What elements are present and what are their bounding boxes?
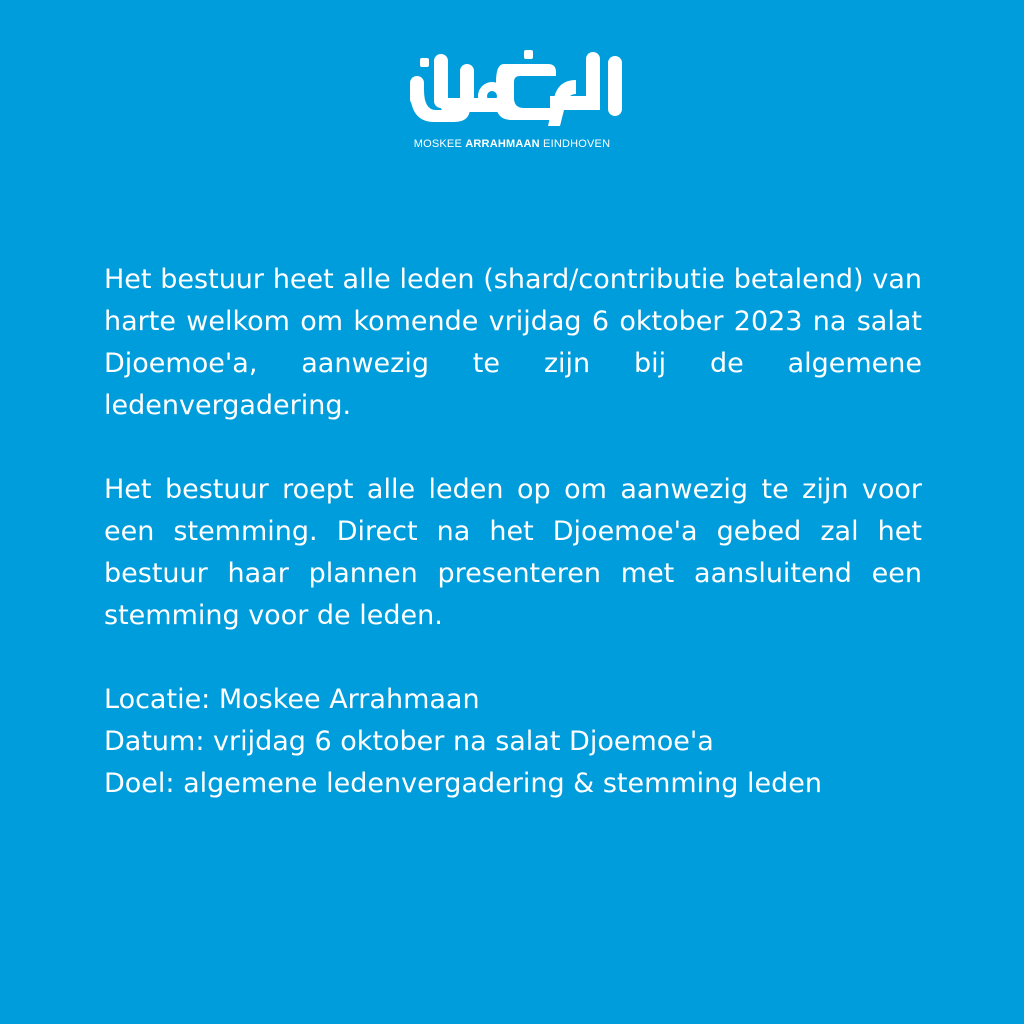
- event-details: [104, 679, 922, 805]
- detail-locatie: Locatie: Moskee Arrahmaan: [104, 684, 480, 715]
- paragraph-welcome: Het bestuur heet alle leden (shard/contributie betalend) van harte welkom om komende vrijdag 6 oktober 2023 na salat Djoemoe'a, aanwezig te zijn bij de algemene ledenvergadering.: [104, 264, 922, 421]
- logo-caption: MOSKEE ARRAHMAAN EINDHOVEN: [413, 138, 611, 150]
- paragraph-stemming: Het bestuur roept alle leden op om aanwezig te zijn voor een stemming. Direct na het Djoemoe'a gebed zal het bestuur haar plannen presenteren met aansluitend een stemming voor de leden.: [104, 474, 922, 631]
- detail-doel: Doel: algemene ledenvergadering & stemming leden: [104, 768, 822, 799]
- announcement-body: [104, 259, 922, 805]
- mosque-logo: [392, 50, 632, 155]
- arabic-calligraphy-logo-icon: [400, 50, 624, 130]
- detail-datum: Datum: vrijdag 6 oktober na salat Djoemoe'a: [104, 726, 714, 757]
